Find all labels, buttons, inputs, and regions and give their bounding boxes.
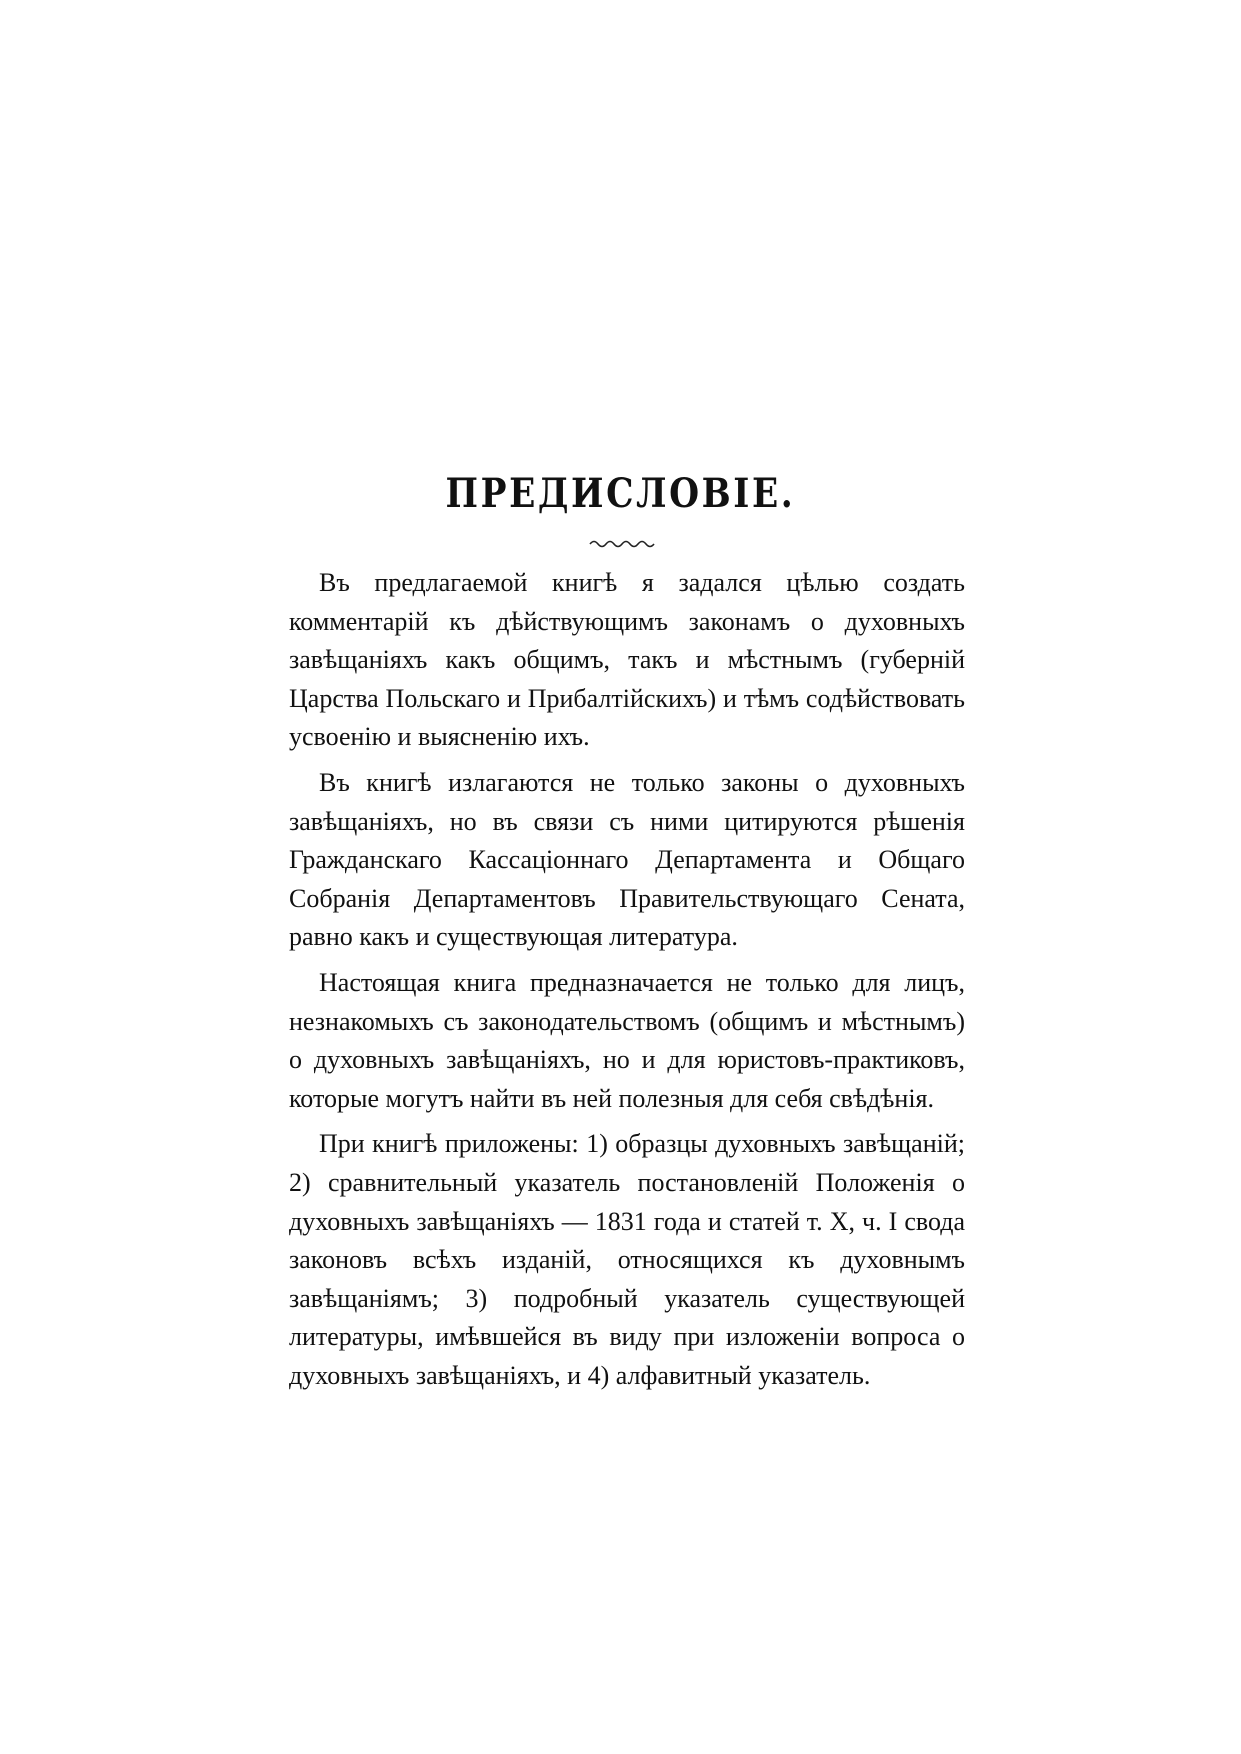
paragraph-3: Настоящая книга предназначается не только для лицъ, незнакомыхъ съ законодательствомъ (общимъ и мѣстнымъ) о духовныхъ завѣщаніяхъ, но и для юристовъ-практиковъ, которые могутъ найти въ ней полезныя для себя свѣдѣнія. [289,967,965,1113]
paragraph-2: Въ книгѣ излагаются не только законы о духовныхъ завѣщаніяхъ, но въ связи съ ними цитируются рѣшенія Гражданскаго Кассаціоннаго Департамента и Общаго Собранія Департаментовъ Правительствующаго Сената, равно какъ и существующая литература. [289,767,965,952]
paragraph-4: При книгѣ приложены: 1) образцы духовныхъ завѣщаній; 2) сравнительный указатель постановленій Положенія о духовныхъ завѣщаніяхъ — 1831 года и статей т. X, ч. I свода законовъ всѣхъ изданій, относящихся къ духовнымъ завѣщаніямъ; 3) подробный указатель существующей литературы, имѣвшейся въ виду при изложеніи вопроса о духовныхъ завѣщаніяхъ, и 4) алфавитный указатель. [289,1129,965,1390]
page-title: ПРЕДИСЛОВІЕ. [445,470,796,517]
paragraph-1: Въ предлагаемой книгѣ я задался цѣлью создать комментарій къ дѣйствующимъ законамъ о духовныхъ завѣщаніяхъ какъ общимъ, такъ и мѣстнымъ (губерній Царства Польскаго и Прибалтійскихъ) и тѣмъ содѣйствовать усвоенію и выясненію ихъ. [289,568,965,752]
wavy-rule-ornament-icon [588,538,656,550]
preface-body [289,564,965,1402]
